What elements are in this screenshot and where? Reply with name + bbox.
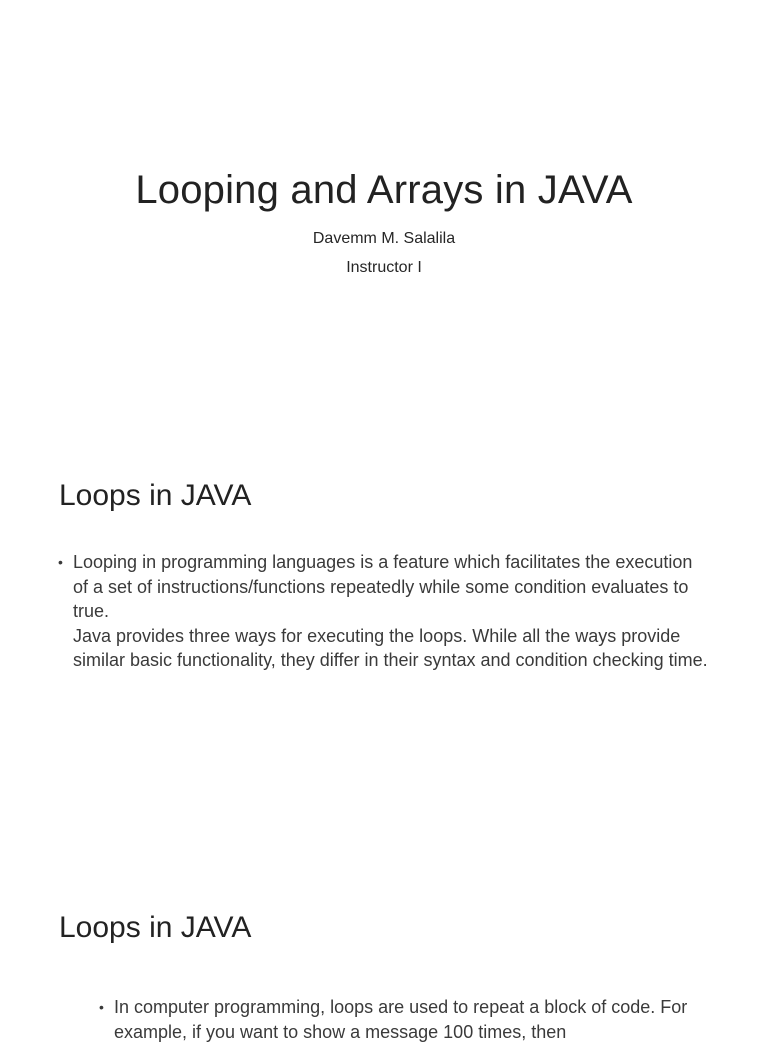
bullet-paragraph: Looping in programming languages is a feature which facilitates the execution of a set of instructions/functions repeatedly while some condition evaluates to true. [73, 552, 693, 621]
bullet-icon: • [58, 554, 63, 570]
presentation-title: Looping and Arrays in JAVA [135, 168, 633, 212]
loops-slide-2 [0, 864, 768, 1042]
bullet-item [99, 995, 739, 1044]
bullet-list [99, 995, 739, 1044]
loops-slide-1 [0, 432, 768, 864]
bullet-paragraph: In computer programming, loops are used to repeat a block of code. For example, if you want to show a message 100 times, then [114, 997, 688, 1042]
author-role: Instructor I [346, 259, 422, 276]
bullet-icon: • [99, 999, 104, 1015]
bullet-item [58, 550, 708, 673]
title-slide [0, 0, 768, 432]
bullet-list [58, 550, 708, 673]
author-name: Davemm M. Salalila [312, 230, 456, 247]
slide-heading: Loops in JAVA [59, 911, 252, 944]
slide-heading: Loops in JAVA [59, 479, 252, 512]
bullet-paragraph: Java provides three ways for executing the loops. While all the ways provide similar basic functionality, they differ in their syntax and condition checking time. [73, 625, 708, 670]
